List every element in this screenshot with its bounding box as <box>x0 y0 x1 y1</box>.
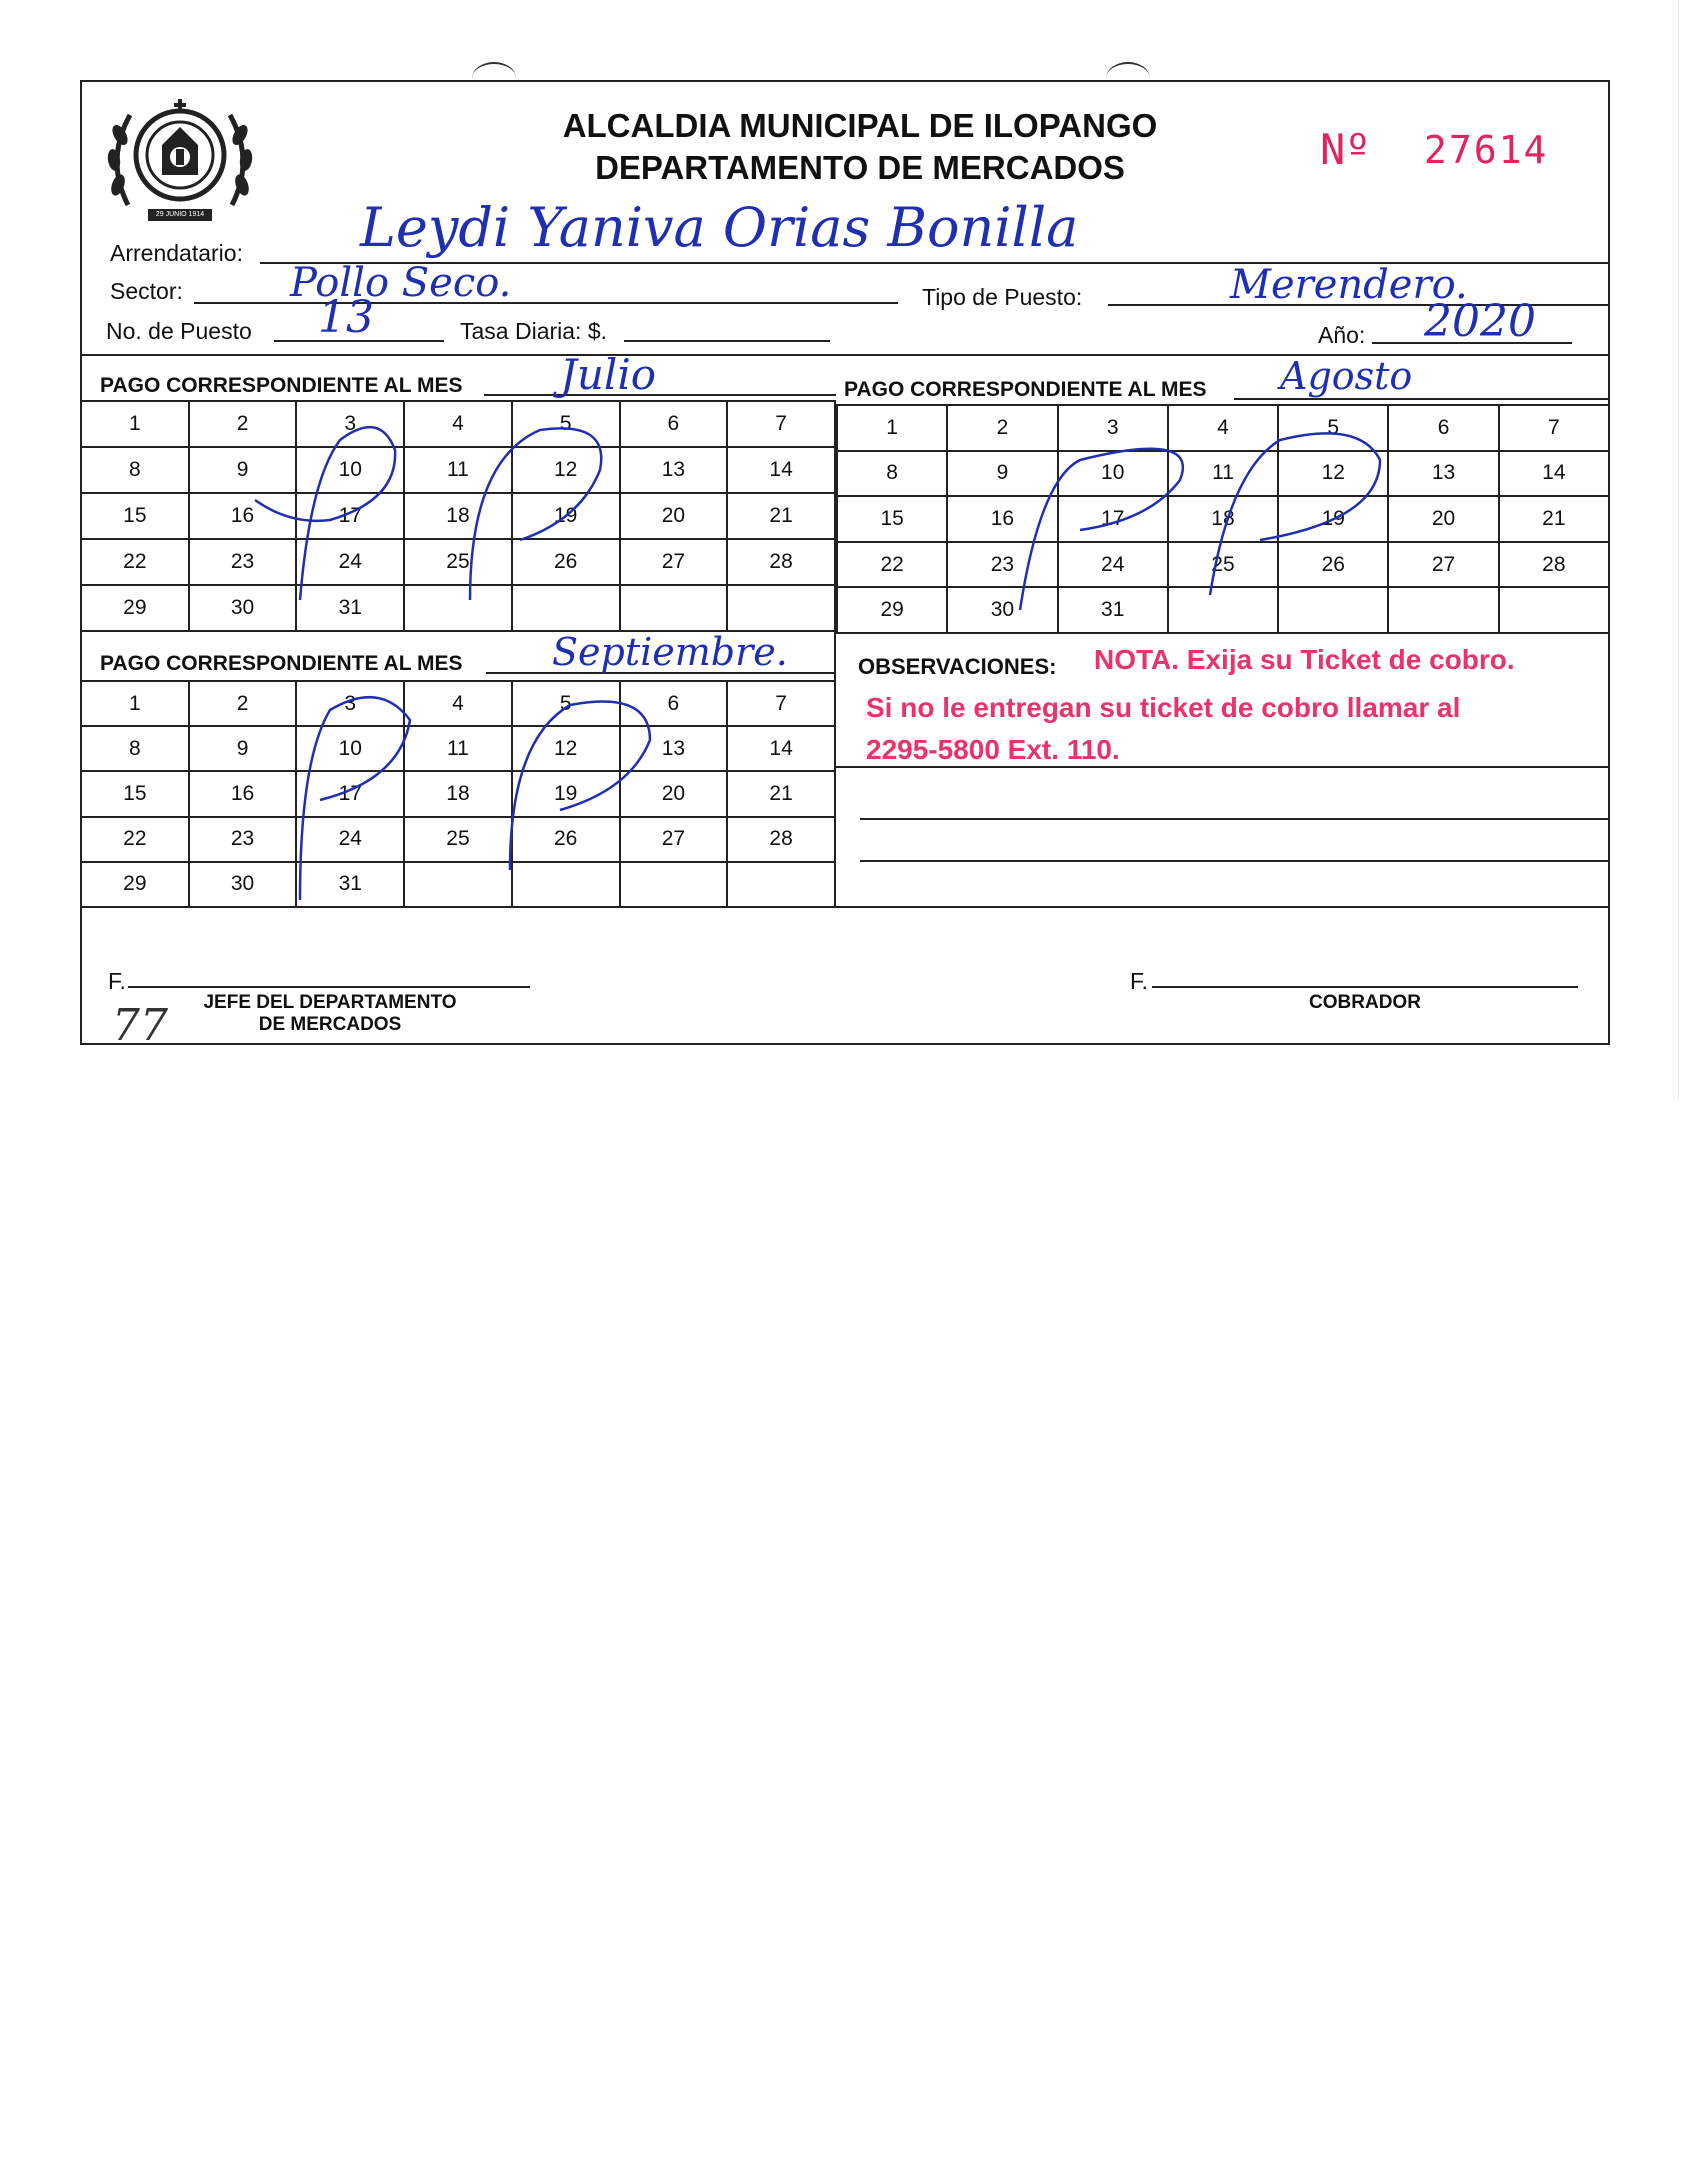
payment-julio-label: PAGO CORRESPONDIENTE AL MES <box>100 374 463 397</box>
calendar-day-cell: 30 <box>947 587 1057 633</box>
calendar-week-row <box>81 539 835 585</box>
calendar-day-cell: 11 <box>404 447 512 493</box>
calendar-day-cell: 25 <box>404 817 512 862</box>
calendar-day-cell: 23 <box>947 542 1057 588</box>
calendar-week-row <box>81 726 835 771</box>
calendar-week-row <box>81 817 835 862</box>
calendar-day-cell: 22 <box>81 817 189 862</box>
calendar-day-cell: 21 <box>727 771 835 816</box>
calendar-day-cell: 16 <box>189 493 297 539</box>
calendar-agosto <box>836 404 1610 634</box>
puesto-label: No. de Puesto <box>106 318 252 344</box>
calendar-day-cell: 3 <box>296 401 404 447</box>
calendar-day-cell: 30 <box>189 862 297 907</box>
calendar-day-cell: 2 <box>189 401 297 447</box>
calendar-day-cell: 7 <box>727 681 835 726</box>
calendar-day-cell: 21 <box>727 493 835 539</box>
tipo-puesto-label: Tipo de Puesto: <box>922 284 1083 310</box>
calendar-day-cell: 20 <box>1388 496 1498 542</box>
calendar-day-cell: 9 <box>947 451 1057 497</box>
tipo-puesto-value: Merendero. <box>1230 262 1468 308</box>
calendar-day-cell: 20 <box>620 771 728 816</box>
calendar-julio <box>80 400 836 632</box>
calendar-day-cell: 5 <box>512 401 620 447</box>
note-line-3: 2295-5800 Ext. 110. <box>866 734 1120 765</box>
observaciones-line-2 <box>860 818 1610 820</box>
calendar-day-cell: 24 <box>296 817 404 862</box>
calendar-week-row <box>837 587 1609 633</box>
calendar-day-cell: 4 <box>404 401 512 447</box>
calendar-day-cell: 27 <box>1388 542 1498 588</box>
anio-label: Año: <box>1318 322 1366 348</box>
observaciones-label: OBSERVACIONES: <box>858 654 1057 679</box>
calendar-day-cell: 17 <box>296 771 404 816</box>
calendar-day-cell: 27 <box>620 539 728 585</box>
calendar-day-cell: 2 <box>947 405 1057 451</box>
calendar-week-row <box>81 493 835 539</box>
calendar-day-cell: 12 <box>512 447 620 493</box>
calendar-week-row <box>837 496 1609 542</box>
signature-left-title-1: JEFE DEL DEPARTAMENTO <box>203 992 457 1013</box>
title-line-1: ALCALDIA MUNICIPAL DE ILOPANGO <box>562 107 1158 144</box>
calendar-day-cell: 19 <box>1278 496 1388 542</box>
calendar-day-cell: 29 <box>81 585 189 631</box>
calendar-day-cell: 20 <box>620 493 728 539</box>
calendar-day-cell: 1 <box>837 405 947 451</box>
receipt-number-label: Nº <box>1320 125 1371 174</box>
calendar-week-row <box>837 542 1609 588</box>
calendar-day-cell: 9 <box>189 726 297 771</box>
calendar-day-cell: 9 <box>189 447 297 493</box>
calendar-day-cell: 16 <box>947 496 1057 542</box>
calendar-day-cell: 14 <box>727 447 835 493</box>
calendar-day-cell: 4 <box>404 681 512 726</box>
calendar-day-cell: 26 <box>1278 542 1388 588</box>
calendar-week-row <box>837 451 1609 497</box>
payment-agosto-month: Agosto <box>1280 354 1413 398</box>
calendar-week-row <box>81 401 835 447</box>
calendar-day-cell: 12 <box>512 726 620 771</box>
calendar-septiembre <box>80 680 836 908</box>
seal-caption: 29 JUNIO 1914 <box>155 211 205 218</box>
calendar-day-cell: 7 <box>1499 405 1609 451</box>
calendar-week-row <box>81 447 835 493</box>
calendar-day-cell: 28 <box>727 817 835 862</box>
anio-value: 2020 <box>1424 296 1536 347</box>
calendar-day-cell: 2 <box>189 681 297 726</box>
calendar-day-cell: 25 <box>1168 542 1278 588</box>
calendar-day-cell <box>1278 587 1388 633</box>
calendar-week-row <box>837 405 1609 451</box>
sector-label: Sector: <box>110 278 183 304</box>
payment-julio-month: Julio <box>560 350 657 399</box>
signature-left-prefix: F. <box>108 968 126 994</box>
calendar-day-cell: 30 <box>189 585 297 631</box>
sector-value: Pollo Seco. <box>290 260 512 306</box>
calendar-day-cell <box>727 585 835 631</box>
calendar-day-cell: 17 <box>296 493 404 539</box>
calendar-day-cell <box>512 585 620 631</box>
calendar-week-row <box>81 585 835 631</box>
calendar-day-cell: 25 <box>404 539 512 585</box>
calendar-day-cell: 1 <box>81 401 189 447</box>
calendar-day-cell: 14 <box>727 726 835 771</box>
calendar-day-cell: 10 <box>1058 451 1168 497</box>
calendar-day-cell: 11 <box>1168 451 1278 497</box>
calendar-day-cell: 18 <box>404 771 512 816</box>
signature-left-title-2: DE MERCADOS <box>258 1014 402 1035</box>
calendar-day-cell: 26 <box>512 539 620 585</box>
calendar-day-cell <box>404 585 512 631</box>
calendar-day-cell: 11 <box>404 726 512 771</box>
calendar-day-cell <box>404 862 512 907</box>
calendar-day-cell: 3 <box>296 681 404 726</box>
calendar-day-cell: 24 <box>296 539 404 585</box>
calendar-day-cell: 29 <box>837 587 947 633</box>
payment-agosto-line <box>1234 398 1610 400</box>
calendar-day-cell: 15 <box>837 496 947 542</box>
calendar-day-cell: 23 <box>189 539 297 585</box>
receipt-number: 27614 <box>1424 128 1549 172</box>
calendar-day-cell: 31 <box>296 862 404 907</box>
calendar-day-cell: 6 <box>620 681 728 726</box>
calendar-day-cell: 18 <box>404 493 512 539</box>
note-line-1: NOTA. Exija su Ticket de cobro. <box>1094 644 1515 675</box>
calendar-day-cell: 5 <box>512 681 620 726</box>
calendar-day-cell <box>1499 587 1609 633</box>
signature-right-line <box>1152 986 1578 988</box>
calendar-day-cell: 1 <box>81 681 189 726</box>
payment-julio-line <box>484 394 836 396</box>
calendar-day-cell: 14 <box>1499 451 1609 497</box>
calendar-day-cell: 21 <box>1499 496 1609 542</box>
signature-left-line <box>128 986 530 988</box>
observaciones-divider <box>834 632 836 908</box>
arrendatario-label: Arrendatario: <box>110 240 243 266</box>
calendar-day-cell: 8 <box>81 447 189 493</box>
calendar-day-cell: 7 <box>727 401 835 447</box>
calendar-day-cell: 3 <box>1058 405 1168 451</box>
calendar-day-cell: 23 <box>189 817 297 862</box>
calendar-day-cell: 12 <box>1278 451 1388 497</box>
signature-right-title: COBRADOR <box>1309 992 1421 1013</box>
calendar-day-cell: 22 <box>81 539 189 585</box>
calendar-day-cell: 29 <box>81 862 189 907</box>
signature-right-prefix: F. <box>1130 968 1148 994</box>
calendar-day-cell: 28 <box>1499 542 1609 588</box>
calendar-day-cell: 27 <box>620 817 728 862</box>
puesto-value: 13 <box>318 292 374 343</box>
calendar-day-cell: 31 <box>296 585 404 631</box>
calendar-week-row <box>81 771 835 816</box>
calendar-day-cell: 13 <box>620 726 728 771</box>
calendar-day-cell <box>727 862 835 907</box>
note-line-2: Si no le entregan su ticket de cobro llamar al <box>866 692 1461 723</box>
calendar-day-cell: 5 <box>1278 405 1388 451</box>
calendar-day-cell: 19 <box>512 493 620 539</box>
calendar-day-cell <box>1168 587 1278 633</box>
municipal-seal-icon <box>100 85 260 230</box>
calendar-day-cell: 10 <box>296 726 404 771</box>
calendar-day-cell: 28 <box>727 539 835 585</box>
calendar-day-cell: 13 <box>1388 451 1498 497</box>
calendar-day-cell: 10 <box>296 447 404 493</box>
title-line-2: DEPARTAMENTO DE MERCADOS <box>595 149 1125 186</box>
calendar-day-cell <box>620 585 728 631</box>
payment-agosto-label: PAGO CORRESPONDIENTE AL MES <box>844 378 1207 401</box>
arrendatario-value: Leydi Yaniva Orias Bonilla <box>360 196 1079 259</box>
calendar-day-cell: 26 <box>512 817 620 862</box>
calendar-day-cell: 19 <box>512 771 620 816</box>
calendar-day-cell <box>620 862 728 907</box>
tasa-diaria-label: Tasa Diaria: $. <box>460 318 608 344</box>
calendar-day-cell: 17 <box>1058 496 1168 542</box>
calendar-day-cell: 15 <box>81 493 189 539</box>
tasa-diaria-line <box>624 340 830 342</box>
margin-handwritten-mark: 77 <box>112 1000 168 1051</box>
calendar-day-cell: 13 <box>620 447 728 493</box>
calendar-day-cell: 22 <box>837 542 947 588</box>
observaciones-line-1 <box>836 766 1610 768</box>
calendar-day-cell: 24 <box>1058 542 1168 588</box>
calendar-day-cell: 6 <box>620 401 728 447</box>
calendar-day-cell <box>512 862 620 907</box>
calendar-day-cell: 8 <box>81 726 189 771</box>
payment-septiembre-month: Septiembre. <box>552 630 788 674</box>
calendar-day-cell: 31 <box>1058 587 1168 633</box>
calendar-day-cell: 18 <box>1168 496 1278 542</box>
calendar-week-row <box>81 862 835 907</box>
calendar-day-cell <box>1388 587 1498 633</box>
calendar-day-cell: 16 <box>189 771 297 816</box>
observaciones-line-3 <box>860 860 1610 862</box>
calendar-day-cell: 6 <box>1388 405 1498 451</box>
calendar-day-cell: 15 <box>81 771 189 816</box>
calendar-day-cell: 8 <box>837 451 947 497</box>
signature-divider <box>80 906 1610 908</box>
calendar-week-row <box>81 681 835 726</box>
calendar-day-cell: 4 <box>1168 405 1278 451</box>
payment-septiembre-label: PAGO CORRESPONDIENTE AL MES <box>100 652 463 675</box>
